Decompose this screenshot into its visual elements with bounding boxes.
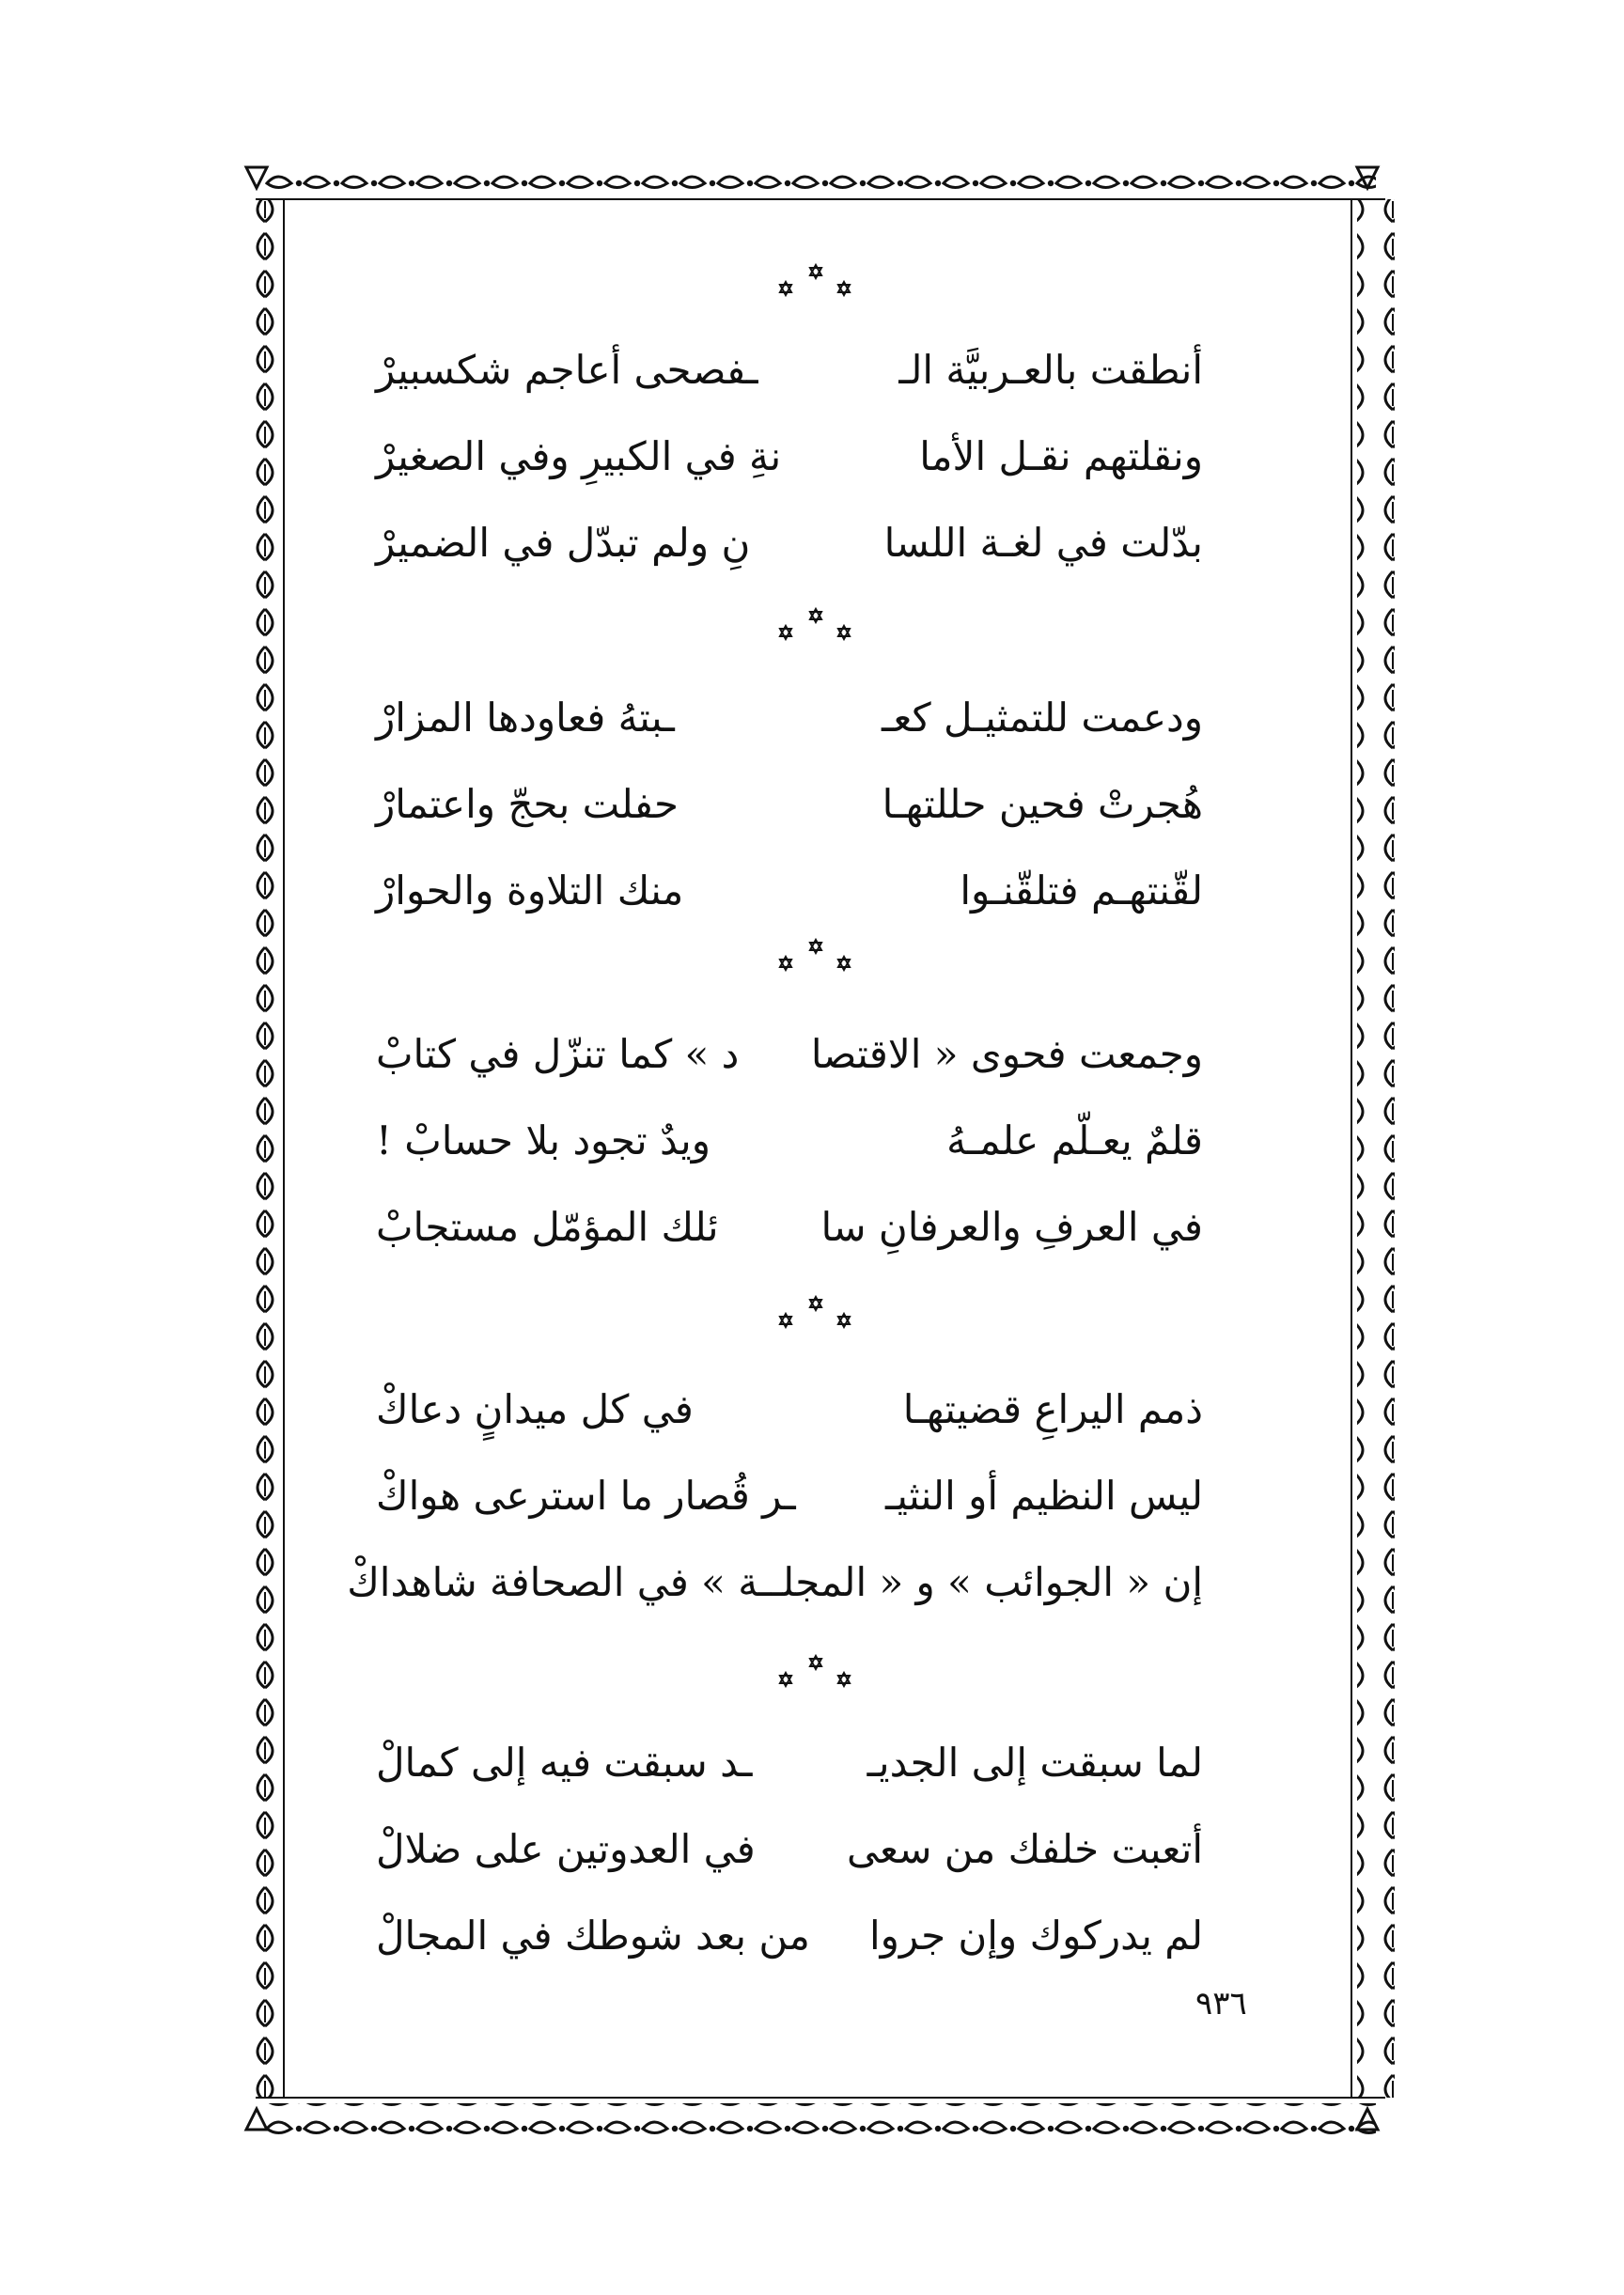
verse-second-hemistich: ويدٌ تجود بلا حسابْ !	[376, 1117, 711, 1163]
verse-first-hemistich: ودعمت للتمثيـل كعـ	[882, 695, 1203, 741]
verse	[376, 1098, 1203, 1184]
verse	[376, 327, 1203, 414]
verse-second-hemistich: نِ ولم تبدّل في الضميرْ	[376, 520, 751, 566]
page-number: ٩٣٦	[1195, 1985, 1247, 2022]
verse-second-hemistich: ئلك المؤمّل مستجابْ	[376, 1204, 719, 1250]
verse-first-hemistich: أنطقت بالعـربيَّة الـ	[898, 347, 1203, 393]
verse-first-hemistich: وجمعت فحوى « الاقتصا	[810, 1031, 1203, 1077]
verse-first-hemistich: لقّنتهـم فتلقّنـوا	[960, 867, 1203, 913]
verse-first-hemistich: ليس النظيم أو النثيـ	[884, 1473, 1203, 1519]
verse-second-hemistich: ـد سبقت فيه إلى كمالْ	[376, 1740, 753, 1786]
verse	[376, 675, 1203, 761]
verse-first-hemistich: في العرفِ والعرفانِ سا	[820, 1204, 1203, 1250]
three-stars-icon	[746, 1637, 878, 1703]
verse-second-hemistich: في كل ميدانٍ دعاكْ	[376, 1386, 694, 1432]
verse-first-hemistich: ذمم اليراعِ قضيتهـا	[902, 1386, 1203, 1432]
verse	[376, 1184, 1203, 1271]
verse-first-hemistich: لما سبقت إلى الجديـ	[867, 1740, 1203, 1786]
verse-first-hemistich: قلمٌ يعـلّم علمـهُ	[946, 1117, 1203, 1163]
verse-second-hemistich: منك التلاوة والحوارْ	[376, 867, 684, 913]
three-stars-icon	[746, 590, 878, 656]
verse-second-hemistich: حفلت بحجّ واعتمارْ	[376, 781, 679, 827]
verse	[376, 848, 1203, 934]
verse-first-hemistich: أتعبت خلفك من سعى	[846, 1826, 1203, 1872]
verse	[376, 1720, 1203, 1806]
verse-second-hemistich: نةِ في الكبيرِ وفي الصغيرْ	[376, 433, 782, 479]
verse-first-hemistich: إن « الجوائب » و « المجلـ	[771, 1559, 1203, 1605]
verse-second-hemistich: ـر قُصار ما استرعى هواكْ	[376, 1473, 796, 1519]
three-stars-icon	[746, 1278, 878, 1344]
verse-first-hemistich: هُجرتْ فحين حللتهـا	[882, 781, 1203, 827]
verse-second-hemistich: ـبتهُ فعاودها المزارْ	[376, 695, 675, 741]
three-stars-icon	[746, 246, 878, 312]
verse	[376, 1011, 1203, 1098]
verse	[376, 1453, 1203, 1539]
verse	[376, 1366, 1203, 1453]
verse-second-hemistich: د » كما تنزّل في كتابْ	[376, 1031, 740, 1077]
verse	[376, 1806, 1203, 1893]
verse	[376, 761, 1203, 848]
stanza	[376, 327, 1203, 586]
verse	[376, 414, 1203, 500]
stanza	[376, 1720, 1203, 1979]
verse-first-hemistich: بدّلت في لغـة اللسا	[883, 520, 1203, 566]
stanza	[376, 675, 1203, 934]
verse-second-hemistich: من بعد شوطك في المجالْ	[376, 1912, 810, 1959]
verse	[347, 1539, 1203, 1626]
verse-second-hemistich: ـة » في الصحافة شاهداكْ	[347, 1559, 772, 1605]
stanza	[347, 1366, 1203, 1626]
verse-first-hemistich: ونقلتهم نقـل الأما	[919, 433, 1203, 479]
verse	[376, 500, 1203, 586]
verse-second-hemistich: ـفصحى أعاجم شكسبيرْ	[376, 347, 758, 393]
verse-second-hemistich: في العدوتين على ضلالْ	[376, 1826, 756, 1872]
verse-first-hemistich: لم يدركوك وإن جروا	[868, 1912, 1203, 1959]
verse	[376, 1893, 1203, 1979]
stanza	[376, 1011, 1203, 1271]
